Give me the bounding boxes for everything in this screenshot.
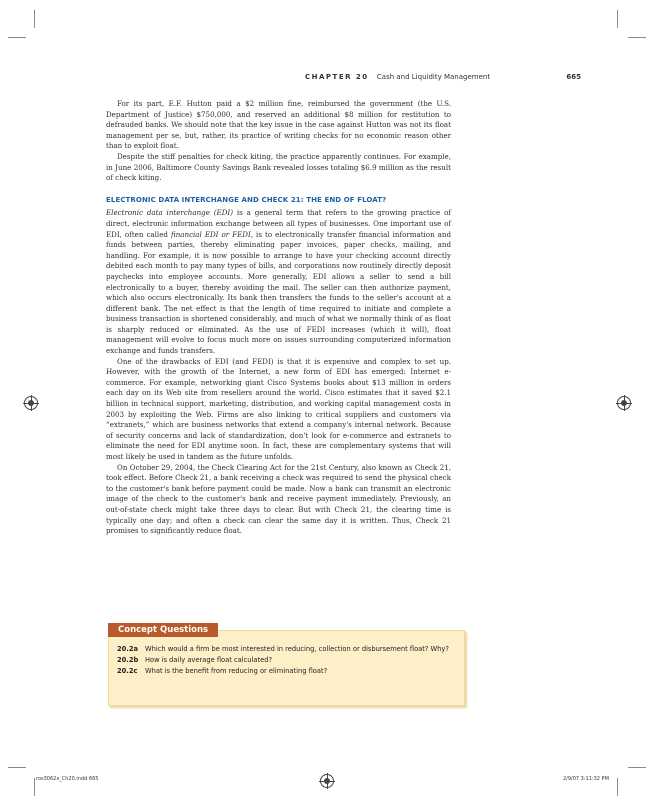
registration-mark-icon xyxy=(24,396,38,410)
running-header xyxy=(305,73,581,85)
key-term: financial EDI or FEDI, xyxy=(170,229,254,239)
question-number: 20.2a xyxy=(117,645,139,653)
paragraph: For its part, E.F. Hutton paid a $2 million fine, reimbursed the government (the U.S. Department of Justice) $750,000, and reserved an additional $8 million for restitution to defrauded banks. We should note that the key issue in the case against Hutton was not its float management per se, but, rather, its practice of writing checks for no economic reason other than to exploit float. xyxy=(106,99,451,151)
question-item xyxy=(117,644,462,654)
key-term: Electronic data interchange (EDI) xyxy=(106,208,233,218)
paragraph: On October 29, 2004, the Check Clearing Act for the 21st Century, also known as Check 21, took effect. Before Check 21, a bank receiving a check was required to send the physical check to the customer's bank before payment could be made. Now a bank can transmit an electronic image of the check to the customer's bank and receive payment immediately. Previously, an out-of-state check might take three days to clear. But with Check 21, the clearing time is typically one day; and often a check can clear the same day it is written. Thus, Check 21 promises to significantly reduce float. xyxy=(106,462,451,536)
question-item xyxy=(117,666,462,676)
body-text xyxy=(106,99,451,537)
chapter-label: CHAPTER 20 xyxy=(305,73,369,81)
chapter-title: Cash and Liquidity Management xyxy=(376,73,491,81)
paragraph xyxy=(106,208,451,356)
crop-mark xyxy=(617,10,618,28)
paragraph-text: is a general term that refers to the growing practice of direct, electronic information exchange between all types of businesses. One important use of EDI, often called xyxy=(106,208,451,239)
paragraph: One of the drawbacks of EDI (and FEDI) is that it is expensive and complex to set up. However, with the growth of the Internet, a new form of EDI has emerged: Internet e-commerce. For example, networking giant Cisco Systems books about $13 million in orders each day on its Web site from resellers around the world. Cisco estimates that it saved $2.1 billion in technical support, marketing, distribution, and working capital management costs in 2003 by exploiting the Web. Firms are also linking to critical suppliers and customers via “extranets,” which are business networks that extend a company's internal network. Because of security concerns and lack of standardization, don't look for e-commerce and extranets to eliminate the need for EDI anytime soon. In fact, these are complementary systems that will most likely be used in tandem as the future unfolds. xyxy=(106,356,451,461)
question-text: How is daily average float calculated? xyxy=(145,656,273,664)
registration-mark-icon xyxy=(320,774,334,788)
concept-questions-title: Concept Questions xyxy=(108,623,218,637)
question-number: 20.2b xyxy=(117,656,139,664)
crop-mark xyxy=(8,37,26,38)
crop-mark xyxy=(628,37,646,38)
crop-mark xyxy=(34,10,35,28)
paragraph-text: is to electronically transfer financial information and funds between parties, thereby eliminating paper invoices, paper checks, mailing, and handling. For example, it is now possible to arrange to have your checking account directly debited each month to pay many types of bills, and corporations now routinely directly deposit paychecks into employee accounts. More generally, EDI allows a seller to send a bill electronically to a buyer, thereby avoiding the mail. The seller can then authorize payment, which also occurs electronically. Its bank then transfers the funds to the seller's account at a different bank. The net effect is that the length of time required to initiate and complete a business transaction is shortened considerably, and much of what we normally think of as float is sharply reduced or eliminated. As the use of FEDI increases (which it will), float management will evolve to focus much more on issues surrounding computerized information exchange and funds transfers. xyxy=(106,229,452,356)
registration-mark-icon xyxy=(617,396,631,410)
footer-file-name: ros3062x_Ch20.indd 665 xyxy=(36,776,99,782)
crop-mark xyxy=(617,778,618,796)
concept-questions-list xyxy=(117,644,462,677)
page-number: 665 xyxy=(566,73,581,81)
question-item xyxy=(117,655,462,665)
question-text: Which would a firm be most interested in reducing, collection or disbursement float? Why? xyxy=(145,645,449,653)
footer-datetime: 2/9/07 3:11:32 PM xyxy=(563,776,609,782)
question-number: 20.2c xyxy=(117,667,138,675)
section-heading: ELECTRONIC DATA INTERCHANGE AND CHECK 21: THE END OF FLOAT? xyxy=(106,195,387,204)
crop-mark xyxy=(34,778,35,796)
crop-mark xyxy=(628,767,646,768)
question-text: What is the benefit from reducing or eliminating float? xyxy=(145,667,328,675)
crop-mark xyxy=(8,767,26,768)
paragraph: Despite the stiff penalties for check kiting, the practice apparently continues. For example, in June 2006, Baltimore County Savings Bank revealed losses totaling $6.9 million as the result of check kiting. xyxy=(106,151,451,183)
